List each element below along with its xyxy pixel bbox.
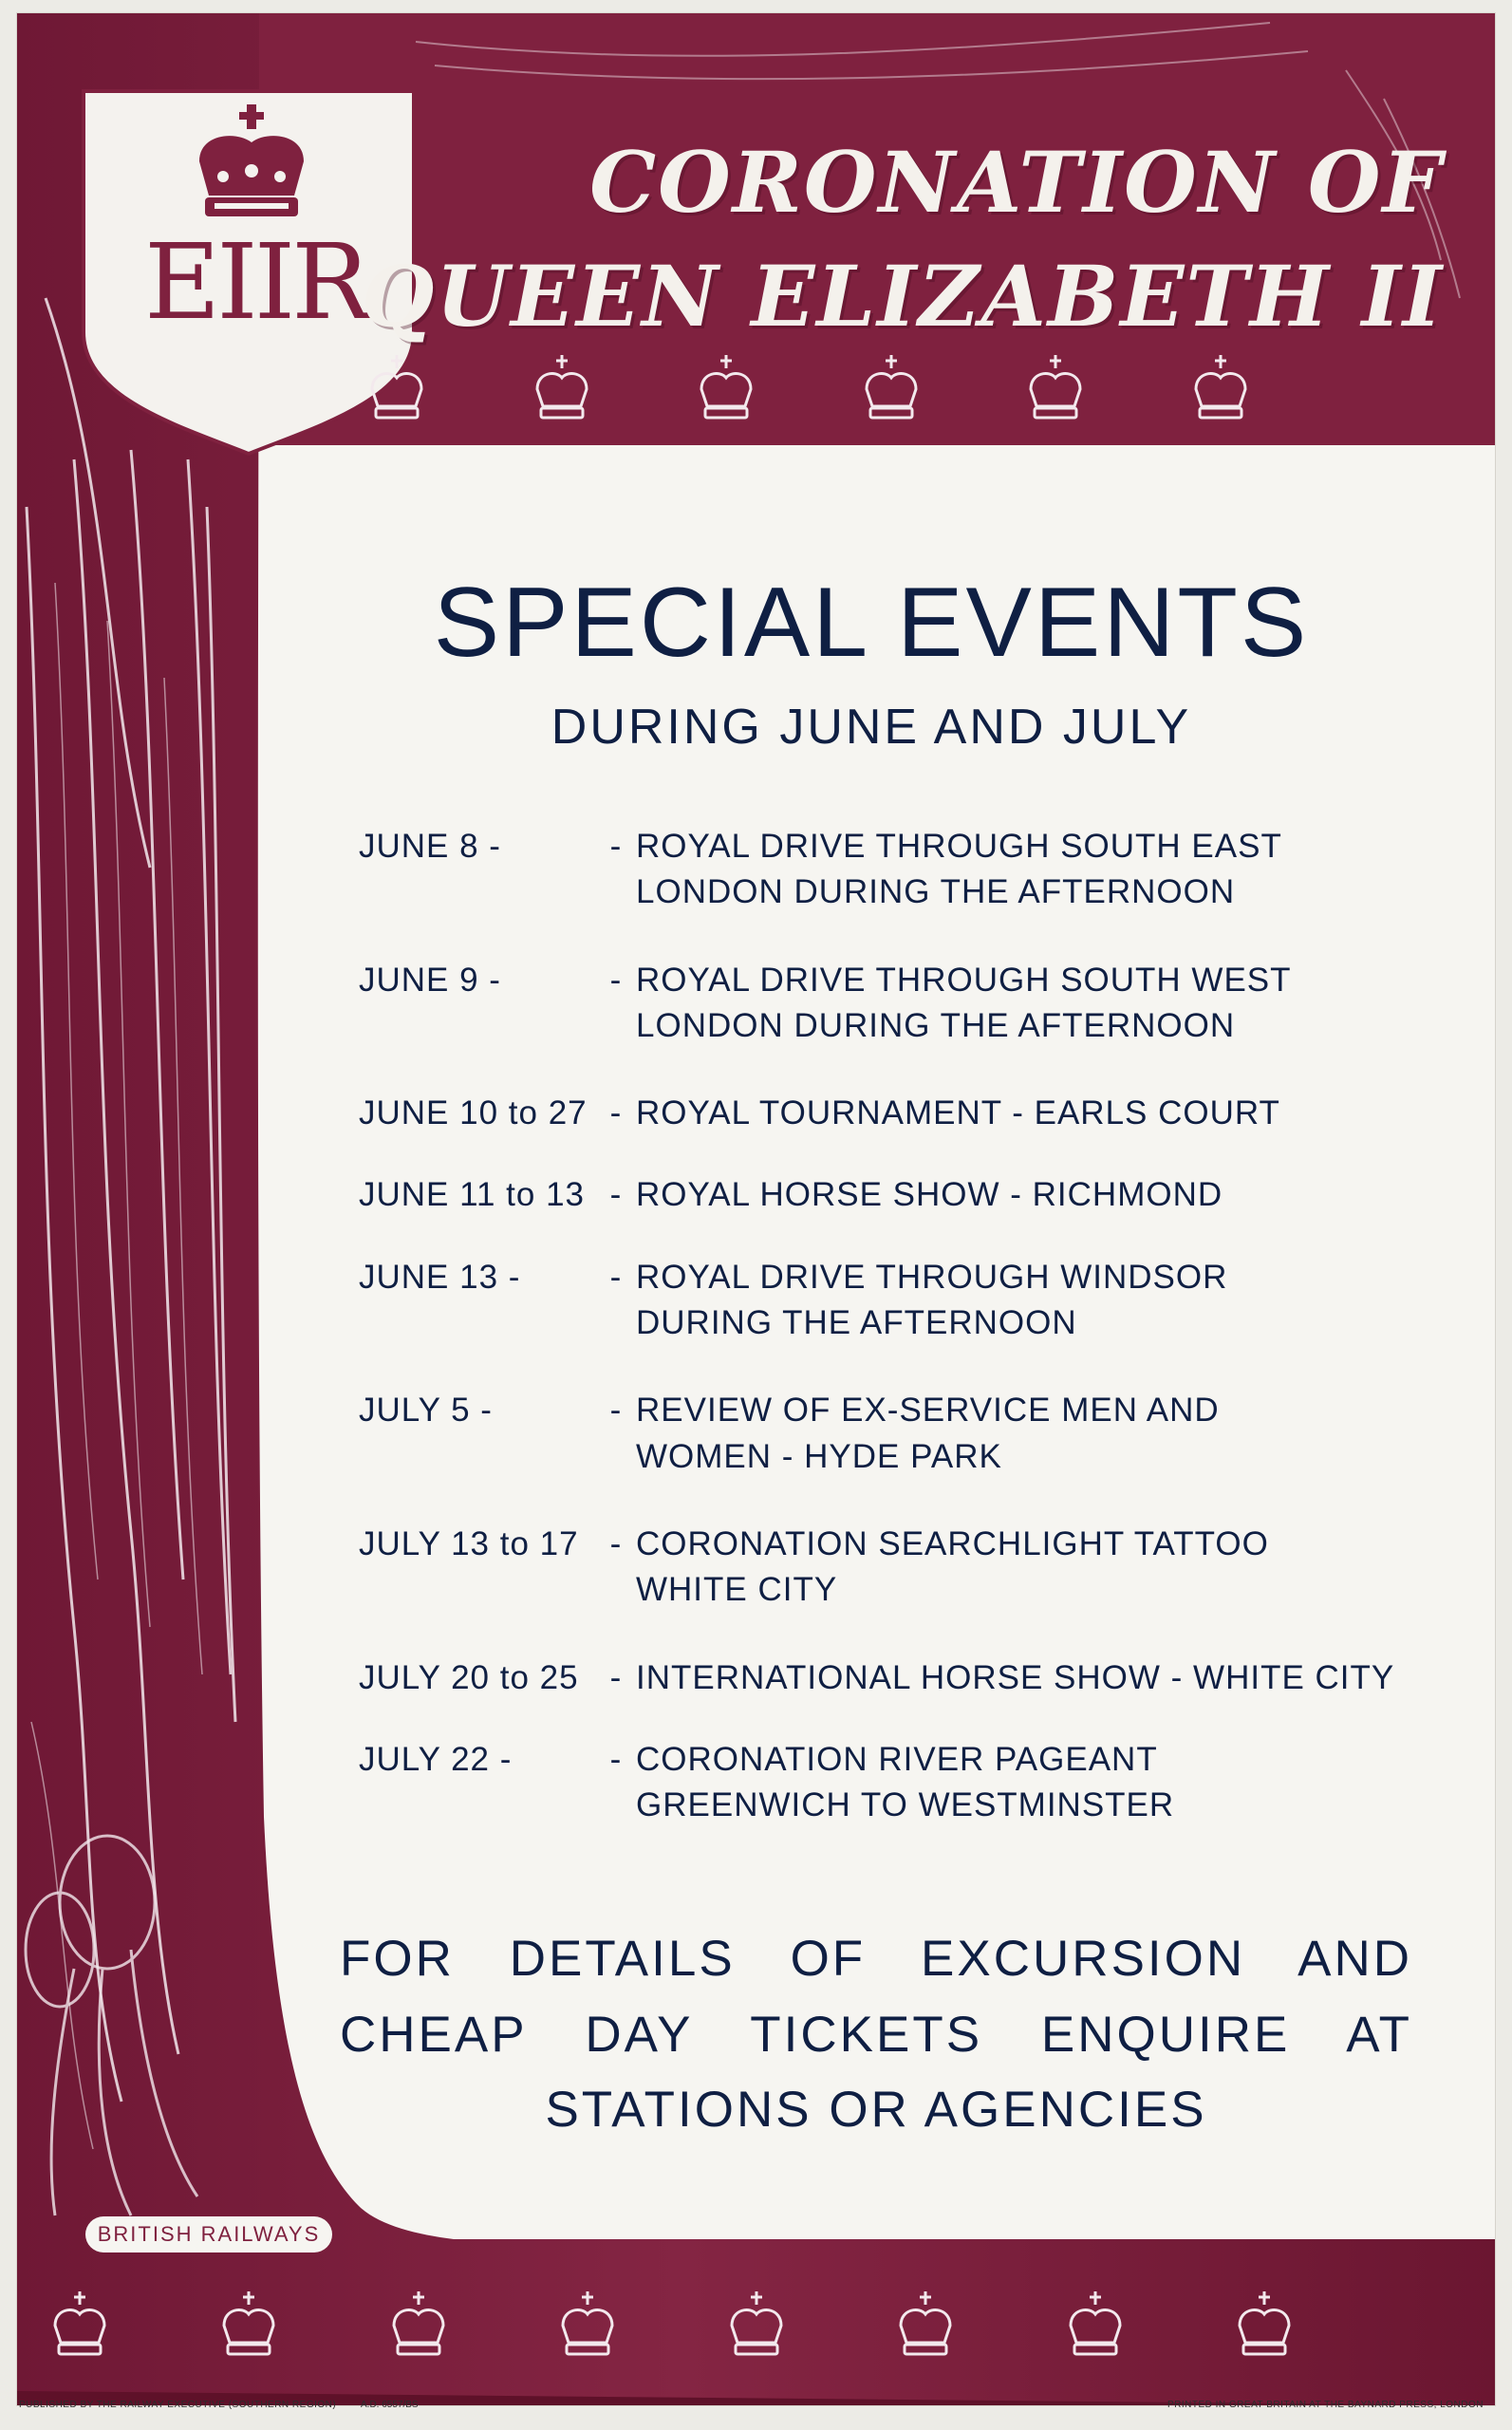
- title-line-1: CORONATION OF: [589, 133, 1444, 232]
- event-dash: -: [609, 1176, 623, 1214]
- event-description: ROYAL DRIVE THROUGH WINDSOR DURING THE AFTERNOON: [636, 1258, 1228, 1342]
- event-description: INTERNATIONAL HORSE SHOW - WHITE CITY: [636, 1658, 1395, 1696]
- event-dash: -: [609, 1258, 623, 1296]
- poster: [17, 13, 1495, 2405]
- crown-icon: [528, 351, 596, 421]
- footer-note: [340, 1921, 1412, 2148]
- crown-icon: [553, 2288, 622, 2358]
- footer-note-line: FOR DETAILS OF EXCURSION AND: [340, 1931, 1412, 1987]
- crown-icon: [46, 2288, 114, 2358]
- event-row: [359, 1522, 1412, 1614]
- poster-code: A.D. 6557/BS: [361, 2400, 419, 2410]
- event-date: JUNE 13 -: [359, 1258, 521, 1296]
- headline: SPECIAL EVENTS: [433, 568, 1310, 678]
- event-date: JULY 5 -: [359, 1392, 493, 1430]
- crown-icon: [692, 351, 760, 421]
- event-dash: -: [609, 1392, 623, 1430]
- event-row: [359, 1172, 1412, 1218]
- main-content: [283, 459, 1460, 2206]
- event-row: [359, 1255, 1412, 1347]
- crown-icon: [180, 104, 323, 228]
- event-date: JUNE 11 to 13: [359, 1176, 586, 1214]
- publisher-credit: PUBLISHED BY THE RAILWAY EXECUTIVE (SOUTHERN REGION): [19, 2400, 337, 2410]
- british-railways-badge: BRITISH RAILWAYS: [85, 2216, 332, 2252]
- subhead: DURING JUNE AND JULY: [551, 700, 1192, 755]
- event-dash: -: [609, 828, 623, 865]
- event-row: [359, 958, 1412, 1050]
- event-date: JULY 13 to 17: [359, 1524, 579, 1562]
- crown-icon: [1186, 351, 1255, 421]
- event-date: JUNE 8 -: [359, 828, 501, 865]
- event-row: [359, 824, 1412, 916]
- event-dash: -: [609, 961, 623, 999]
- header-crown-row: [363, 351, 1255, 427]
- event-description: ROYAL DRIVE THROUGH SOUTH WEST LONDON DURING THE AFTERNOON: [636, 961, 1292, 1044]
- event-description: ROYAL HORSE SHOW - RICHMOND: [636, 1176, 1223, 1214]
- crown-icon: [384, 2288, 453, 2358]
- crown-icon: [1061, 2288, 1129, 2358]
- event-dash: -: [609, 1094, 623, 1132]
- crown-icon: [1021, 351, 1090, 421]
- event-dash: -: [609, 1658, 623, 1696]
- events-list: [359, 824, 1412, 1870]
- event-row: [359, 1388, 1412, 1480]
- event-row: [359, 1655, 1412, 1701]
- event-description: REVIEW OF EX-SERVICE MEN AND WOMEN - HYDE PARK: [636, 1392, 1220, 1475]
- event-dash: -: [609, 1524, 623, 1562]
- event-description: ROYAL TOURNAMENT - EARLS COURT: [636, 1094, 1280, 1132]
- crown-icon: [857, 351, 925, 421]
- crown-icon: [891, 2288, 960, 2358]
- event-date: JULY 22 -: [359, 1740, 513, 1778]
- event-description: CORONATION SEARCHLIGHT TATTOO WHITE CITY: [636, 1524, 1269, 1609]
- royal-cipher: EIIR: [143, 221, 367, 343]
- event-date: JUNE 9 -: [359, 961, 501, 999]
- title-line-2: QUEEN ELIZABETH II: [361, 247, 1444, 346]
- event-dash: -: [609, 1740, 623, 1778]
- event-description: ROYAL DRIVE THROUGH SOUTH EAST LONDON DURING THE AFTERNOON: [636, 828, 1282, 911]
- footer-note-line: STATIONS OR AGENCIES: [545, 2082, 1207, 2138]
- footer-crown-row: [46, 2288, 1298, 2362]
- event-date: JUNE 10 to 27: [359, 1094, 588, 1132]
- event-row: [359, 1091, 1412, 1136]
- crown-icon: [722, 2288, 791, 2358]
- crown-icon: [1230, 2288, 1298, 2358]
- footer-note-line: CHEAP DAY TICKETS ENQUIRE AT: [340, 2006, 1412, 2063]
- event-date: JULY 20 to 25: [359, 1658, 579, 1696]
- crown-icon: [215, 2288, 283, 2358]
- event-description: CORONATION RIVER PAGEANT GREENWICH TO WESTMINSTER: [636, 1740, 1175, 1824]
- printer-credit: PRINTED IN GREAT BRITAIN AT THE BAYNARD PRESS, LONDON: [1167, 2400, 1484, 2410]
- event-row: [359, 1737, 1412, 1829]
- crown-icon: [363, 351, 431, 421]
